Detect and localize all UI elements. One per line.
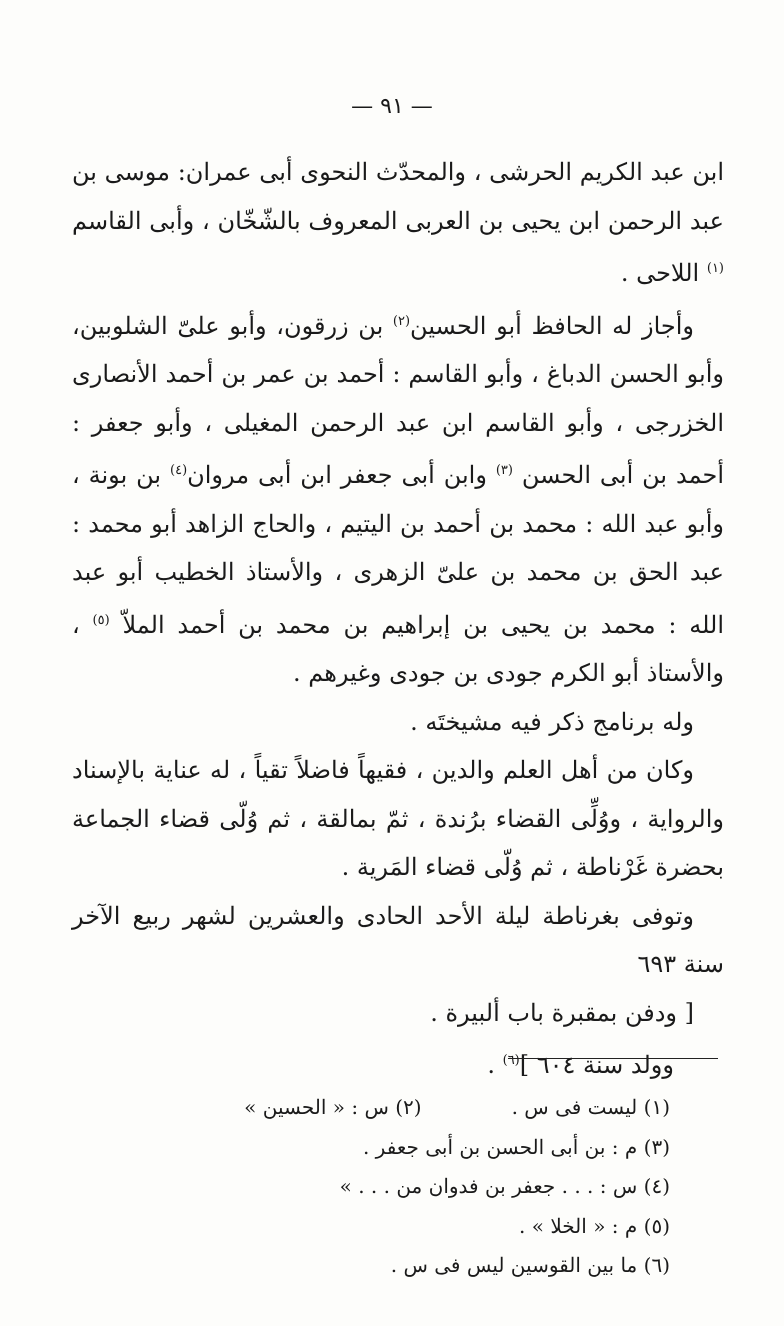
note-ref-6: (٦) (502, 1053, 520, 1068)
paragraph-5: وتوفى بغرناطة ليلة الأحد الحادى والعشرين لشهر ربيع الآخر سنة ٦٩٣ (72, 901, 724, 978)
paragraph-2-lead: وأجاز له الحافظ أبو الحسين (410, 311, 695, 340)
footnotes (110, 1088, 670, 1286)
paragraph-2-part-a: بن زرقون، وأبو علىّ الشلوبين، وأبو الحسن الدباغ ، وأبو القاسم : أحمد بن عمر بن أحمد الأنصارى الخزرجى ، وأبو القاسم ابن عبد الرحمن المغيلى ، وأبو جعفر : أحمد بن أبى الحسن (72, 311, 724, 489)
paragraph-2-part-b: وابن أبى جعفر (340, 461, 496, 489)
footnote-4: (٤) س : . . . جعفر بن فدوان من . . . » (339, 1174, 670, 1198)
main-text (72, 148, 724, 1090)
paragraph-2-part-c: بن بونة ، وأبو عبد الله : محمد بن أحمد بن اليتيم ، والحاج الزاهد أبو محمد : عبد الحق بن محمد بن علىّ الزهرى ، والأستاذ الخطيب أبو عبد الله : محمد بن يحيى بن إبراهيم بن محمد بن أحمد الملاّ (72, 461, 724, 639)
footnote-5: (٥) م : « الخلا » . (519, 1213, 670, 1238)
footnote-2: (٢) س : « الحسين » (244, 1095, 422, 1119)
footnote-1-2 (110, 1088, 670, 1128)
note-ref-3: (٣) (495, 463, 513, 478)
page-number: — ٩١ — (351, 94, 433, 119)
paragraph-7-tail: . (487, 1051, 503, 1079)
footnote-separator (508, 1058, 718, 1059)
paragraph-6: [ ودفن بمقبرة باب ألبيرة . (430, 998, 694, 1027)
paragraph-3: وله برنامج ذكر فيه مشيختَه . (410, 707, 694, 736)
paragraph-2-marwan: ابن أبى مروان (187, 461, 332, 489)
paragraph-2 (72, 298, 724, 698)
footnote-3: (٣) م : بن أبى الحسن بن أبى جعفر . (362, 1134, 670, 1159)
note-ref-1: (١) (706, 261, 724, 276)
note-ref-5: (٥) (92, 612, 110, 628)
paragraph-1 (72, 148, 724, 298)
paragraph-7-text: وولد سنة ٦٠٤ ] (519, 1051, 674, 1079)
paragraph-7 (72, 1037, 724, 1090)
note-ref-2: (٢) (392, 313, 411, 329)
note-ref-4: (٤) (170, 463, 188, 478)
paragraph-4: وكان من أهل العلم والدين ، فقيهاً فاضلاً تقياً ، له عناية بالإسناد والرواية ، ووُلِّى القضاء برُندة ، ثمّ بمالقة ، ثم وُلّى قضاء الجماعة بحضرة غَرْناطة ، ثم وُلّى قضاء المَرية . (72, 756, 724, 881)
paragraph-1-tail: اللاحى . (620, 259, 707, 287)
footnote-1: (١) ليست فى س . (511, 1095, 670, 1119)
paragraph-1-text: ابن عبد الكريم الحرشى ، والمحدّث النحوى أبى عمران: موسى بن عبد الرحمن ابن يحيى بن العربى المعروف بالشّخّان ، وأبى القاسم (72, 158, 724, 235)
footnote-6: (٦) ما بين القوسين ليس فى س . (390, 1253, 670, 1277)
paragraph-2-part-d: ، والأستاذ أبو الكرم جودى بن جودى وغيرهم . (72, 610, 724, 687)
